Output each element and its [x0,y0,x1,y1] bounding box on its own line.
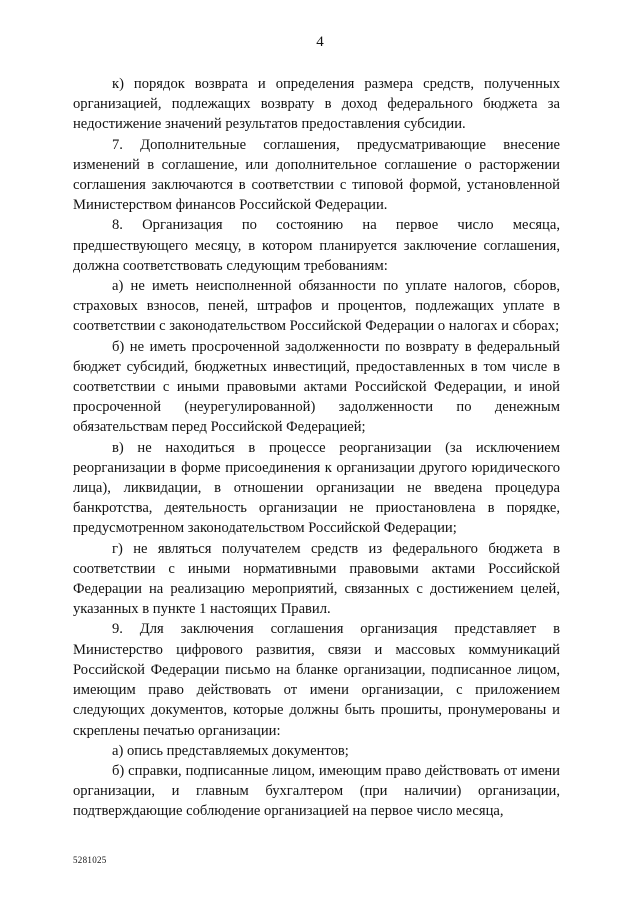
document-code: 5281025 [73,855,107,865]
paragraph-9-item-a: а) опись представляемых документов; [112,742,349,759]
paragraph-8-item-v: в) не находиться в процессе реорганизации (за исключением реорганизации в форме присоединения к организации другого юридического лица), ликвидации, в отношении организации не введена процедура банкротства, деятельность организации не приостановлена в порядке, предусмотренном законодательством Российской Федерации; [73,439,560,537]
page-number: 4 [316,34,324,50]
paragraph-item-k: к) порядок возврата и определения размера средств, полученных организацией, подлежащих возврату в доход федерального бюджета за недостижение значений результатов предоставления субсидии. [73,76,560,133]
paragraph-9-item-b: б) справки, подписанные лицом, имеющим право действовать от имени организации, и главным бухгалтером (при наличии) организации, подтверждающие соблюдение организацией на первое число месяца, [73,762,560,820]
paragraph-8-item-a: а) не иметь неисполненной обязанности по уплате налогов, сборов, страховых взносов, пеней, штрафов и процентов, подлежащих уплате в соответствии с законодательством Российской Федерации о налогах и сборах; [73,278,560,335]
paragraph-7: 7. Дополнительные соглашения, предусматривающие внесение изменений в соглашение, или дополнительное соглашение о расторжении соглашения заключаются в соответствии с типовой формой, установленной Министерством финансов Российской Федерации. [73,136,560,214]
paragraph-8: 8. Организация по состоянию на первое число месяца, предшествующего месяцу, в котором планируется заключение соглашения, должна соответствовать следующим требованиям: [73,217,560,274]
paragraph-9: 9. Для заключения соглашения организация представляет в Министерство цифрового развития, связи и массовых коммуникаций Российской Федерации письмо на бланке организации, подписанное лицом, имеющим право действовать от имени организации, с приложением следующих документов, которые должны быть прошиты, пронумерованы и скреплены печатью организации: [73,621,560,739]
paragraph-8-item-b: б) не иметь просроченной задолженности по возврату в федеральный бюджет субсидий, бюджетных инвестиций, предоставленных в том числе в соответствии с иными правовыми актами Российской Федерации, и иной просроченной (неурегулированной) задолженности по денежным обязательствам перед Российской Федерацией; [73,338,560,436]
paragraph-8-item-g: г) не являться получателем средств из федерального бюджета в соответствии с иными нормативными правовыми актами Российской Федерации на реализацию мероприятий, связанных с достижением целей, указанных в пункте 1 настоящих Правил. [73,540,560,618]
document-body [73,74,560,822]
